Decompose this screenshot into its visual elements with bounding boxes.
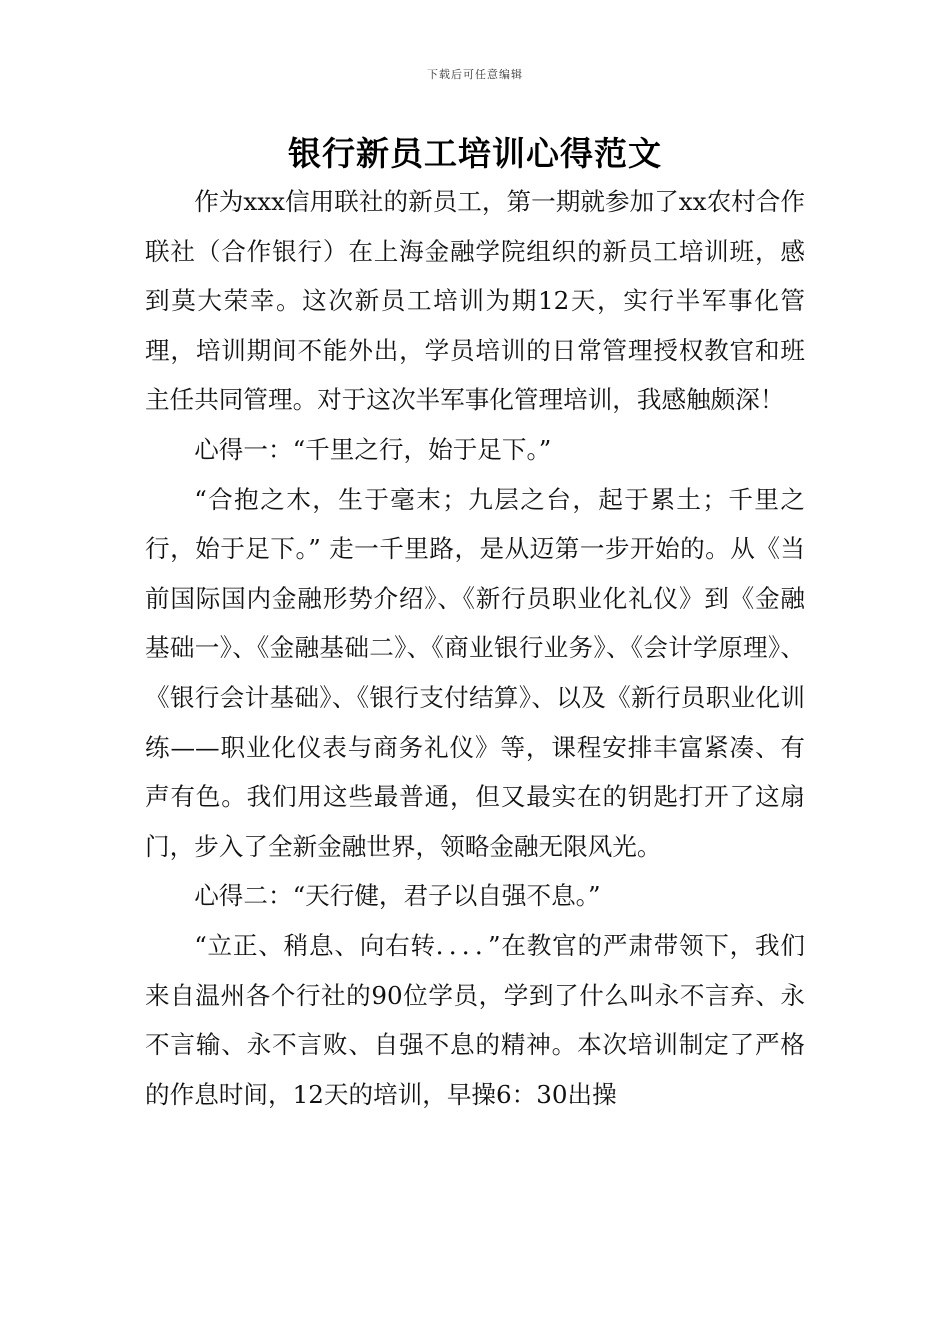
paragraph-insight-2-body: “立正、稍息、向右转．．．．”在教官的严肃带领下，我们来自温州各个行社的90位学员，学到了什么叫永不言弃、永不言输、永不言败、自强不息的精神。本次培训制定了严格的作息时间，12天的培训，早操6：30出操	[145, 930, 805, 1109]
paragraph-heading-insight-2: 心得二：“天行健，君子以自强不息。”	[194, 881, 601, 911]
document-title: 银行新员工培训心得范文	[288, 134, 662, 173]
paragraph-insight-1-body: “合抱之木，生于毫末；九层之台，起于累土；千里之行，始于足下。” 走一千里路，是从迈第一步开始的。从《当前国际国内金融形势介绍》、《新行员职业化礼仪》到《金融基础一》、《金融基础二》、《商业银行业务》、《会计学原理》、《银行会计基础》、《银行支付结算》、以及《新行员职业化训练——职业化仪表与商务礼仪》等，课程安排丰富紧凑、有声有色。我们用这些最普通，但又最实在的钥匙打开了这扇门，步入了全新金融世界，领略金融无限风光。	[145, 484, 805, 861]
document-body	[145, 177, 805, 1119]
paragraph-heading-insight-1: 心得一：“千里之行，始于足下。”	[194, 434, 552, 464]
header-note: 下载后可任意编辑	[427, 68, 523, 81]
paragraph-intro: 作为xxx信用联社的新员工，第一期就参加了xx农村合作联社（合作银行）在上海金融学院组织的新员工培训班，感到莫大荣幸。这次新员工培训为期12天，实行半军事化管理，培训期间不能外出，学员培训的日常管理授权教官和班主任共同管理。对于这次半军事化管理培训，我感触颇深！	[145, 187, 805, 415]
